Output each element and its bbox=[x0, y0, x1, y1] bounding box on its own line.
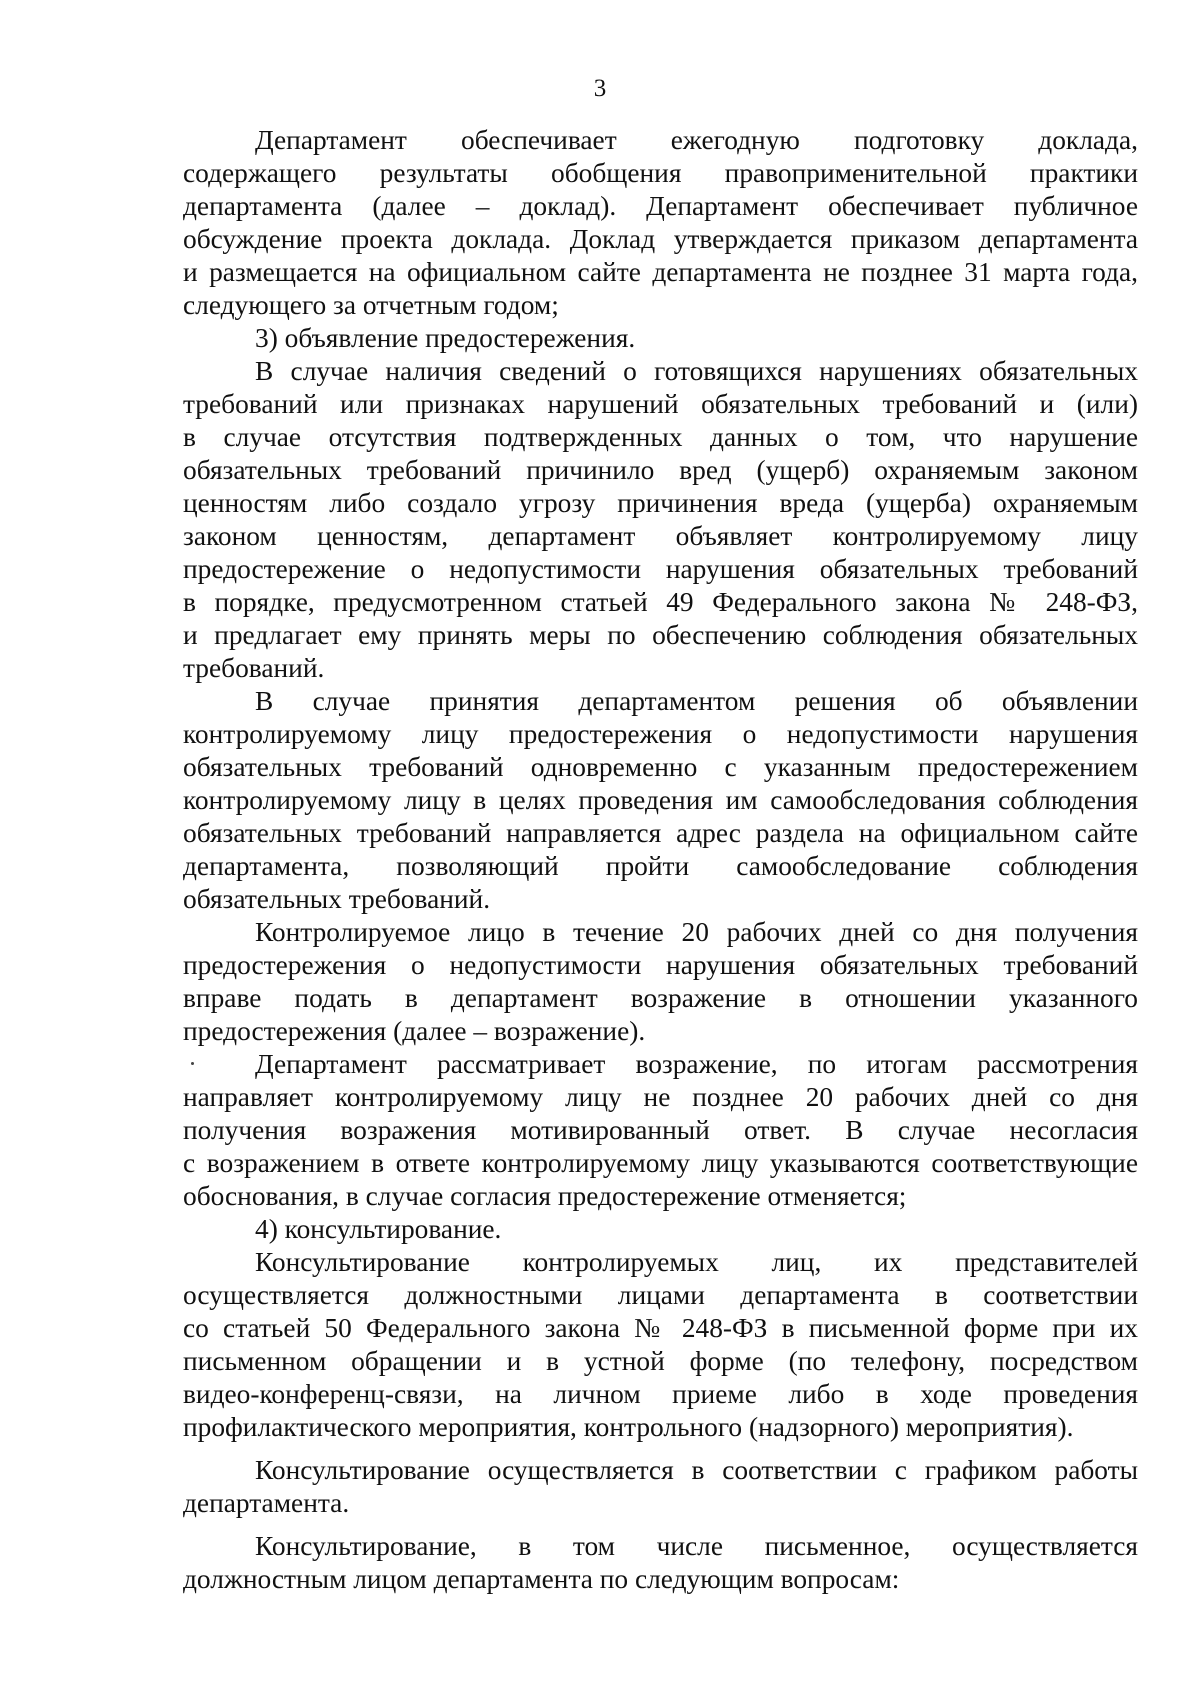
text-line: департамента (далее – доклад). Департамент обеспечивает публичное bbox=[183, 191, 1138, 221]
paragraph bbox=[183, 124, 1138, 322]
text-line: в случае отсутствия подтвержденных данных о том, что нарушение bbox=[183, 422, 1138, 452]
paragraph bbox=[183, 1246, 1138, 1444]
text-line: письменном обращении и в устной форме (по телефону, посредством bbox=[183, 1346, 1138, 1376]
text-line: предостережения о недопустимости нарушения обязательных требований bbox=[183, 950, 1138, 980]
text-line: предостережения (далее – возражение). bbox=[183, 1016, 646, 1046]
paragraph bbox=[183, 1454, 1138, 1520]
text-line: видео-конференц-связи, на личном приеме либо в ходе проведения bbox=[183, 1379, 1138, 1409]
paragraph bbox=[183, 1213, 1138, 1246]
text-line: требований. bbox=[183, 653, 325, 683]
text-line: В случае принятия департаментом решения об объявлении bbox=[255, 686, 1138, 716]
paragraph bbox=[183, 322, 1138, 355]
scan-artifact bbox=[191, 1062, 194, 1065]
text-line: контролируемому лицу в целях проведения им самообследования соблюдения bbox=[183, 785, 1138, 815]
text-line: и размещается на официальном сайте департамента не позднее 31 марта года, bbox=[183, 257, 1138, 287]
text-line: 3) объявление предостережения. bbox=[255, 323, 636, 353]
text-line: контролируемому лицу предостережения о недопустимости нарушения bbox=[183, 719, 1138, 749]
text-line: со статьей 50 Федерального закона № 248-ФЗ в письменной форме при их bbox=[183, 1313, 1138, 1343]
text-line: обязательных требований направляется адрес раздела на официальном сайте bbox=[183, 818, 1138, 848]
text-line: обоснования, в случае согласия предостережение отменяется; bbox=[183, 1181, 907, 1211]
text-line: следующего за отчетным годом; bbox=[183, 290, 559, 320]
text-line: обсуждение проекта доклада. Доклад утверждается приказом департамента bbox=[183, 224, 1138, 254]
text-line: вправе подать в департамент возражение в отношении указанного bbox=[183, 983, 1138, 1013]
text-line: Департамент обеспечивает ежегодную подготовку доклада, bbox=[255, 125, 1138, 155]
text-line: департамента. bbox=[183, 1488, 350, 1518]
text-line: ценностям либо создало угрозу причинения вреда (ущерба) охраняемым bbox=[183, 488, 1138, 518]
page-number: 3 bbox=[593, 75, 607, 102]
text-line: осуществляется должностными лицами департамента в соответствии bbox=[183, 1280, 1138, 1310]
text-line: законом ценностям, департамент объявляет контролируемому лицу bbox=[183, 521, 1138, 551]
text-line: 4) консультирование. bbox=[255, 1214, 502, 1244]
text-line: направляет контролируемому лицу не позднее 20 рабочих дней со дня bbox=[183, 1082, 1138, 1112]
text-line: обязательных требований причинило вред (ущерб) охраняемым законом bbox=[183, 455, 1138, 485]
text-line: обязательных требований одновременно с указанным предостережением bbox=[183, 752, 1138, 782]
paragraph bbox=[183, 916, 1138, 1048]
text-line: с возражением в ответе контролируемому лицу указываются соответствующие bbox=[183, 1148, 1138, 1178]
text-line: Консультирование, в том числе письменное, осуществляется bbox=[255, 1531, 1138, 1561]
paragraph bbox=[183, 1048, 1138, 1213]
text-line: В случае наличия сведений о готовящихся нарушениях обязательных bbox=[255, 356, 1138, 386]
paragraph bbox=[183, 355, 1138, 685]
text-line: Контролируемое лицо в течение 20 рабочих дней со дня получения bbox=[255, 917, 1138, 947]
paragraph bbox=[183, 1530, 1138, 1596]
text-line: департамента, позволяющий пройти самообследование соблюдения bbox=[183, 851, 1138, 881]
document-body bbox=[183, 124, 1138, 1596]
text-line: должностным лицом департамента по следующим вопросам: bbox=[183, 1564, 900, 1594]
text-line: профилактического мероприятия, контрольного (надзорного) мероприятия). bbox=[183, 1412, 1074, 1442]
text-line: получения возражения мотивированный ответ. В случае несогласия bbox=[183, 1115, 1138, 1145]
text-line: Консультирование осуществляется в соответствии с графиком работы bbox=[255, 1455, 1138, 1485]
text-line: содержащего результаты обобщения правоприменительной практики bbox=[183, 158, 1138, 188]
text-line: предостережение о недопустимости нарушения обязательных требований bbox=[183, 554, 1138, 584]
text-line: требований или признаках нарушений обязательных требований и (или) bbox=[183, 389, 1138, 419]
paragraph bbox=[183, 685, 1138, 916]
text-line: и предлагает ему принять меры по обеспечению соблюдения обязательных bbox=[183, 620, 1138, 650]
text-line: обязательных требований. bbox=[183, 884, 491, 914]
text-line: Консультирование контролируемых лиц, их представителей bbox=[255, 1247, 1138, 1277]
text-line: Департамент рассматривает возражение, по итогам рассмотрения bbox=[255, 1049, 1138, 1079]
text-line: в порядке, предусмотренном статьей 49 Федерального закона № 248-ФЗ, bbox=[183, 587, 1138, 617]
